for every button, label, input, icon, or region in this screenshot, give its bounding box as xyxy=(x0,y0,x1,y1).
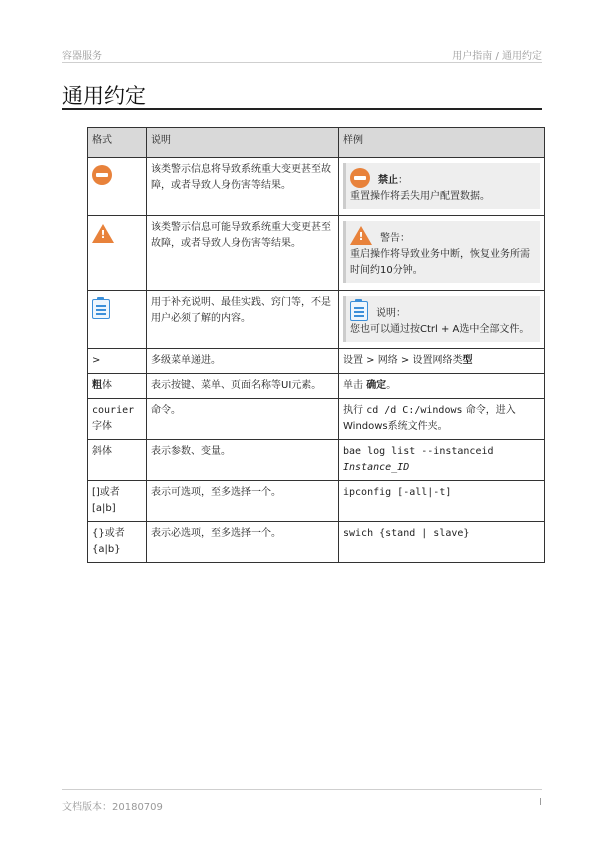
example-mono-italic: Instance_ID xyxy=(343,462,410,473)
notice-box xyxy=(343,163,540,209)
format-mono: courier xyxy=(92,405,135,416)
table-row xyxy=(88,374,545,399)
example-mono: bae log list --instanceid xyxy=(343,446,494,457)
header-description: 说明 xyxy=(147,128,339,158)
page-number: I xyxy=(539,797,542,808)
example-text: 设置 > 网络 > 设置网络类 xyxy=(343,355,463,366)
page-header xyxy=(62,44,542,63)
desc-cell: 用于补充说明、最佳实践、窍门等，不是用户必须了解的内容。 xyxy=(147,291,339,349)
note-icon xyxy=(92,299,110,319)
example-cell xyxy=(339,216,545,291)
note-text: 您也可以通过按Ctrl + A选中全部文件。 xyxy=(350,324,530,335)
forbid-icon xyxy=(92,165,112,185)
forbid-icon xyxy=(350,168,370,188)
page-title: 通用约定 xyxy=(62,84,146,108)
format-rest: 体 xyxy=(102,380,112,391)
example-mono: cd /d C:/windows xyxy=(366,405,463,416)
example-cell xyxy=(339,158,545,216)
example-cell xyxy=(339,481,545,522)
format-cell xyxy=(88,158,147,216)
conventions-table xyxy=(87,127,545,563)
desc-cell: 表示可选项，至多选择一个。 xyxy=(147,481,339,522)
note-label-suffix: ： xyxy=(396,308,406,319)
desc-cell: 表示参数、变量。 xyxy=(147,440,339,481)
example-cell xyxy=(339,522,545,563)
header-example: 样例 xyxy=(339,128,545,158)
table-row xyxy=(88,481,545,522)
warning-icon: ! xyxy=(92,224,114,244)
desc-cell: 表示必选项，至多选择一个。 xyxy=(147,522,339,563)
example-cell xyxy=(339,349,545,374)
example-post: 命令，进入Windows系统文件夹。 xyxy=(343,405,516,432)
example-cell xyxy=(339,399,545,440)
example-bold: 型 xyxy=(462,355,473,366)
header-breadcrumb: 用户指南 / 通用约定 xyxy=(452,51,542,62)
header-product: 容器服务 xyxy=(62,51,102,62)
note-box xyxy=(343,296,540,342)
example-bold: 确定 xyxy=(366,380,387,391)
desc-cell: 该类警示信息将导致系统重大变更甚至故障，或者导致人身伤害等结果。 xyxy=(147,158,339,216)
notice-label: 禁止 xyxy=(378,175,398,186)
notice-label-suffix: ： xyxy=(398,175,408,186)
page-footer xyxy=(62,789,542,813)
example-cell xyxy=(339,440,545,481)
desc-cell: 多级菜单递进。 xyxy=(147,349,339,374)
format-cell: > xyxy=(88,349,147,374)
format-cell: {}或者{a|b} xyxy=(88,522,147,563)
desc-cell: 命令。 xyxy=(147,399,339,440)
doc-version: 文档版本：20180709 xyxy=(62,802,163,813)
table-row xyxy=(88,349,545,374)
table-header-row xyxy=(88,128,545,158)
table-row xyxy=(88,291,545,349)
example-mono: ipconfig [-all|-t] xyxy=(343,487,452,498)
note-icon xyxy=(350,301,368,321)
format-rest: 字体 xyxy=(92,421,112,432)
warning-icon: ! xyxy=(350,226,372,246)
format-cell xyxy=(88,399,147,440)
format-cell xyxy=(88,216,147,291)
warning-label-suffix: ： xyxy=(400,233,410,244)
table-row xyxy=(88,399,545,440)
header-format: 格式 xyxy=(88,128,147,158)
warning-text: 重启操作将导致业务中断，恢复业务所需时间约10分钟。 xyxy=(350,249,530,276)
warning-label: 警告 xyxy=(380,233,400,244)
format-cell: []或者[a|b] xyxy=(88,481,147,522)
format-cell: 斜体 xyxy=(88,440,147,481)
example-text: 单击 xyxy=(343,380,367,391)
table-row xyxy=(88,158,545,216)
example-text: 执行 xyxy=(343,405,367,416)
format-bold: 粗 xyxy=(92,380,102,391)
table-row xyxy=(88,440,545,481)
title-divider xyxy=(62,108,542,110)
note-label: 说明 xyxy=(376,308,396,319)
example-mono: swich {stand | slave} xyxy=(343,528,470,539)
format-cell xyxy=(88,291,147,349)
warning-box xyxy=(343,221,540,283)
notice-text: 重置操作将丢失用户配置数据。 xyxy=(350,191,490,202)
table-row xyxy=(88,522,545,563)
desc-cell: 表示按键、菜单、页面名称等UI元素。 xyxy=(147,374,339,399)
table-row xyxy=(88,216,545,291)
example-post: 。 xyxy=(386,380,397,391)
example-cell xyxy=(339,291,545,349)
format-cell xyxy=(88,374,147,399)
desc-cell: 该类警示信息可能导致系统重大变更甚至故障，或者导致人身伤害等结果。 xyxy=(147,216,339,291)
example-cell xyxy=(339,374,545,399)
